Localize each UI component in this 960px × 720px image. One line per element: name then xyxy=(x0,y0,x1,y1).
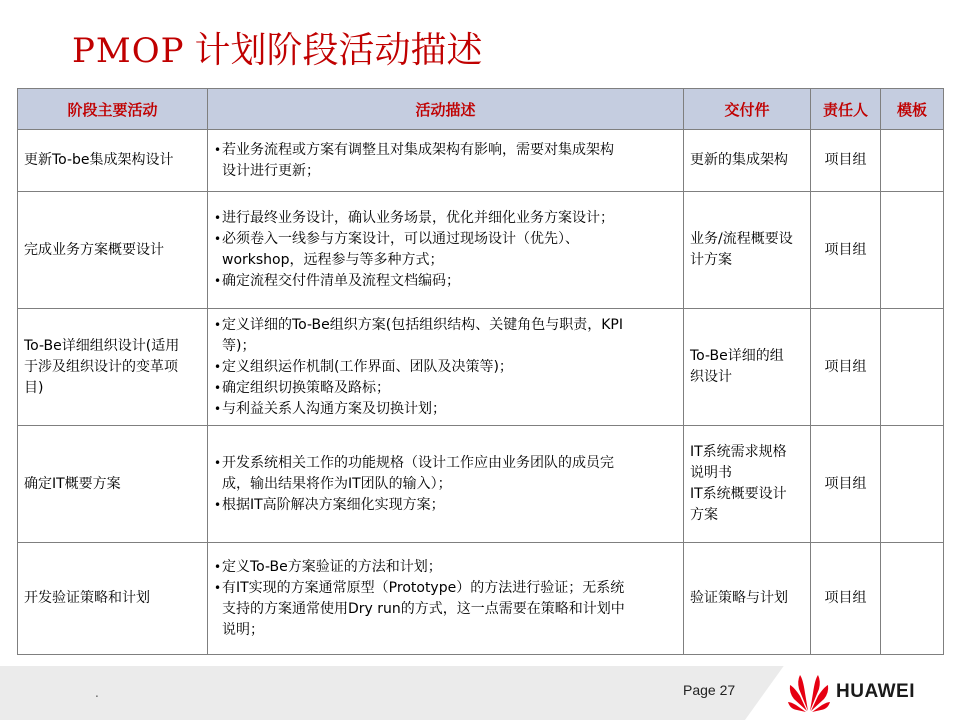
description-bullet xyxy=(214,315,677,357)
description-bullet xyxy=(214,453,677,495)
deliverable-line: IT系统需求规格 xyxy=(690,444,787,460)
bullet-marker: • xyxy=(214,211,222,225)
description-line: 定义详细的To-Be组织方案(包括组织结构、关键角色与职责，KPI xyxy=(222,316,623,333)
header-deliverable: 交付件 xyxy=(684,89,811,130)
description-bullet xyxy=(214,578,677,641)
activity-line: 开发验证策略和计划 xyxy=(24,590,150,606)
activity-line: 目) xyxy=(24,379,44,396)
description-bullet xyxy=(214,229,677,271)
owner-cell: 项目组 xyxy=(811,130,881,192)
deliverable-line: To-Be详细的组 xyxy=(690,348,784,364)
description-line: 支持的方案通常使用Dry run的方式，这一点需要在策略和计划中 xyxy=(222,600,625,617)
activity-line: 确定IT概要方案 xyxy=(24,475,121,492)
activity-line: To-Be详细组织设计(适用 xyxy=(24,337,180,354)
description-bullet xyxy=(214,399,677,420)
description-line: workshop，远程参与等多种方式； xyxy=(222,252,444,268)
template-cell xyxy=(881,192,944,309)
description-line: 必须卷入一线参与方案设计，可以通过现场设计（优先）、 xyxy=(222,231,579,247)
bullet-marker: • xyxy=(214,455,222,470)
page-title xyxy=(72,22,482,73)
deliverable-line: 织设计 xyxy=(690,369,732,385)
table-row xyxy=(18,543,944,655)
description-cell xyxy=(208,192,684,309)
description-line: 成，输出结果将作为IT团队的输入）； xyxy=(222,475,452,492)
bullet-marker: • xyxy=(214,559,222,574)
huawei-logo-icon xyxy=(788,671,830,713)
deliverable-line: IT系统概要设计 xyxy=(690,486,787,502)
table-row xyxy=(18,192,944,309)
description-cell xyxy=(208,309,684,426)
template-cell xyxy=(881,543,944,655)
bullet-marker: • xyxy=(214,142,222,157)
bullet-marker: • xyxy=(214,232,222,246)
brand-name: HUAWEI xyxy=(836,681,915,702)
table-row xyxy=(18,426,944,543)
deliverable-cell xyxy=(684,192,811,309)
activity-line: 完成业务方案概要设计 xyxy=(24,241,164,258)
description-line: 若业务流程或方案有调整且对集成架构有影响，需要对集成架构 xyxy=(222,141,614,158)
description-line: 定义To-Be方案验证的方法和计划； xyxy=(222,558,442,575)
description-line: 根据IT高阶解决方案细化实现方案； xyxy=(222,496,445,513)
footer-bar xyxy=(0,666,960,720)
activity-cell xyxy=(18,426,208,543)
owner-cell: 项目组 xyxy=(811,192,881,309)
bullet-marker: • xyxy=(214,380,222,395)
deliverable-line: 方案 xyxy=(690,507,718,523)
activity-line: 更新To-be集成架构设计 xyxy=(24,152,174,168)
deliverable-cell xyxy=(684,426,811,543)
description-bullet xyxy=(214,378,677,399)
description-line: 与利益关系人沟通方案及切换计划； xyxy=(222,400,446,417)
activity-cell xyxy=(18,192,208,309)
activity-cell xyxy=(18,130,208,192)
template-cell xyxy=(881,426,944,543)
description-bullet xyxy=(214,357,677,378)
deliverable-cell xyxy=(684,309,811,426)
activity-table xyxy=(17,88,944,655)
page-title-chinese: 计划阶段活动描述 xyxy=(194,30,483,71)
owner-cell: 项目组 xyxy=(811,426,881,543)
deliverable-line: 业务/流程概要设 xyxy=(690,231,793,247)
deliverable-line: 更新的集成架构 xyxy=(690,152,788,168)
owner-cell: 项目组 xyxy=(811,309,881,426)
deliverable-cell xyxy=(684,543,811,655)
table-row xyxy=(18,130,944,192)
header-owner: 责任人 xyxy=(811,89,881,130)
bullet-marker: • xyxy=(214,317,222,332)
description-cell xyxy=(208,543,684,655)
bullet-marker: • xyxy=(214,359,222,374)
description-line: 定义组织运作机制(工作界面、团队及决策等)； xyxy=(222,358,513,375)
page-title-latin: PMOP xyxy=(72,31,185,71)
owner-cell: 项目组 xyxy=(811,543,881,655)
deliverable-line: 计方案 xyxy=(690,252,732,268)
deliverable-cell xyxy=(684,130,811,192)
description-bullet xyxy=(214,271,677,292)
description-cell xyxy=(208,130,684,192)
description-line: 进行最终业务设计，确认业务场景，优化并细化业务方案设计； xyxy=(222,210,614,226)
page-number: Page 27 xyxy=(683,682,736,698)
bullet-marker: • xyxy=(214,497,222,512)
description-bullet xyxy=(214,140,677,182)
bullet-marker: • xyxy=(214,580,222,595)
header-description: 活动描述 xyxy=(208,89,684,130)
footer-dot: . xyxy=(95,686,99,700)
deliverable-line: 验证策略与计划 xyxy=(690,590,788,606)
description-bullet xyxy=(214,495,677,516)
description-line: 等)； xyxy=(222,337,256,354)
description-line: 有IT实现的方案通常原型（Prototype）的方法进行验证；无系统 xyxy=(222,579,625,596)
activity-line: 于涉及组织设计的变革项 xyxy=(24,358,178,375)
activity-cell xyxy=(18,543,208,655)
table-header-row xyxy=(18,89,944,130)
activity-cell xyxy=(18,309,208,426)
table-row xyxy=(18,309,944,426)
description-line: 说明； xyxy=(222,621,264,638)
template-cell xyxy=(881,309,944,426)
description-cell xyxy=(208,426,684,543)
description-line: 开发系统相关工作的功能规格（设计工作应由业务团队的成员完 xyxy=(222,454,614,471)
description-line: 确定流程交付件清单及流程文档编码； xyxy=(222,273,460,289)
header-template: 模板 xyxy=(881,89,944,130)
description-bullet xyxy=(214,557,677,578)
description-line: 设计进行更新； xyxy=(222,162,320,179)
deliverable-line: 说明书 xyxy=(690,465,732,481)
bullet-marker: • xyxy=(214,274,222,288)
header-activity: 阶段主要活动 xyxy=(18,89,208,130)
description-bullet xyxy=(214,208,677,229)
bullet-marker: • xyxy=(214,401,222,416)
template-cell xyxy=(881,130,944,192)
description-line: 确定组织切换策略及路标； xyxy=(222,379,390,396)
